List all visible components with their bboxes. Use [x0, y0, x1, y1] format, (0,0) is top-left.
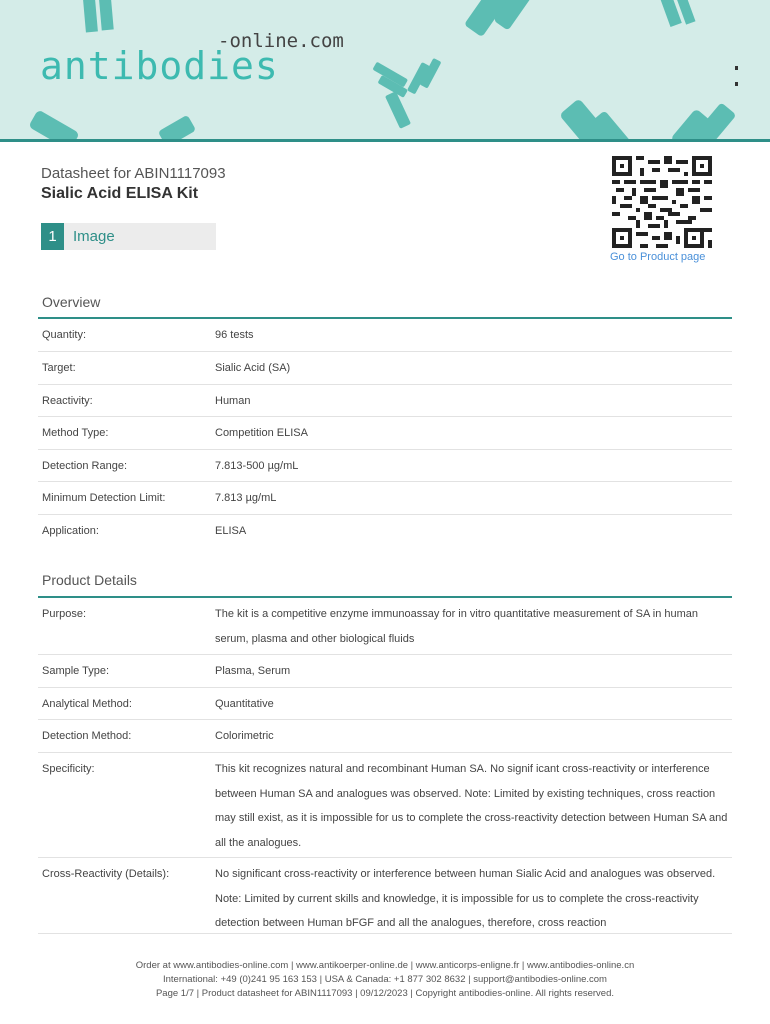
table-row [38, 720, 732, 753]
row-value: Competition ELISA [215, 427, 308, 439]
header-banner [0, 0, 770, 142]
row-key: Detection Method: [42, 730, 132, 742]
table-row [38, 482, 732, 515]
menu-dots-icon[interactable] [735, 66, 739, 98]
row-key: Method Type: [42, 427, 109, 439]
table-row [38, 385, 732, 417]
row-value: No significant cross-reactivity or interference between human Sialic Acid and analogues was observed. Note: Limited by current skills and knowledge, it is impossible for us to complete the cross-reactivity detection between Human bFGF and all the analogues, therefore, cross reaction [215, 868, 716, 929]
row-value: Human [215, 395, 251, 407]
row-value: 96 tests [215, 329, 254, 341]
row-key: Specificity: [42, 763, 95, 775]
row-key: Purpose: [42, 608, 87, 620]
table-row [38, 417, 732, 450]
row-value: 7.813 µg/mL [215, 492, 277, 504]
go-to-product-link[interactable]: Go to Product page [610, 251, 706, 263]
row-value: ELISA [215, 525, 247, 537]
row-key: Quantity: [42, 329, 87, 341]
row-key: Sample Type: [42, 665, 110, 677]
table-row [38, 319, 732, 352]
page-title: Sialic Acid ELISA Kit [41, 185, 199, 202]
table-row [38, 450, 732, 482]
overview-section-title: Overview [42, 294, 101, 310]
table-row [38, 598, 732, 655]
row-key: Application: [42, 525, 99, 537]
logo-suffix: -online.com [218, 30, 344, 52]
datasheet-label: Datasheet for ABIN1117093 [41, 165, 226, 182]
row-key: Reactivity: [42, 395, 93, 407]
row-key: Detection Range: [42, 460, 127, 472]
row-value: Quantitative [215, 698, 274, 710]
footer-contact: International: +49 (0)241 95 163 153 | USA & Canada: +1 877 302 8632 | support@antibodies-online.com [163, 974, 607, 985]
nav-item-image[interactable] [41, 223, 216, 250]
row-key: Analytical Method: [42, 698, 132, 710]
row-key: Cross-Reactivity (Details): [42, 868, 170, 880]
table-row [38, 352, 732, 385]
nav-item-label[interactable]: Image [73, 228, 115, 245]
page-footer [0, 959, 770, 1001]
nav-item-number: 1 [41, 223, 64, 250]
table-row [38, 515, 732, 548]
product-details-section-title: Product Details [42, 572, 137, 588]
row-value: This kit recognizes natural and recombinant Human SA. No signif icant cross-reactivity or interference between Human SA and analogues was observed. Note: Limited by existing techniques, cross reaction may still exist, as it is impossible for us to complete the cross-reactivity detection between Human SA and all the analogues. [215, 763, 728, 849]
table-row [38, 655, 732, 688]
table-row [38, 688, 732, 720]
row-value: Colorimetric [215, 730, 274, 742]
logo-wordmark[interactable]: antibodies [40, 44, 279, 88]
table-row [38, 858, 732, 934]
row-key: Minimum Detection Limit: [42, 492, 166, 504]
table-row [38, 753, 732, 858]
footer-page-info: Page 1/7 | Product datasheet for ABIN1117093 | 09/12/2023 | Copyright antibodies-online. All rights reserved. [155, 988, 615, 999]
row-value: 7.813-500 µg/mL [215, 460, 299, 472]
footer-order-links[interactable]: Order at www.antibodies-online.com | www.antikoerper-online.de | www.anticorps-enligne.fr | www.antibodies-online.cn [135, 960, 635, 971]
qr-code-icon[interactable] [612, 156, 712, 248]
row-value: Plasma, Serum [215, 665, 291, 677]
row-key: Target: [42, 362, 76, 374]
row-value: Sialic Acid (SA) [215, 362, 291, 374]
row-value: The kit is a competitive enzyme immunoassay for in vitro quantitative measurement of SA in human serum, plasma and other biological fluids [215, 608, 698, 645]
